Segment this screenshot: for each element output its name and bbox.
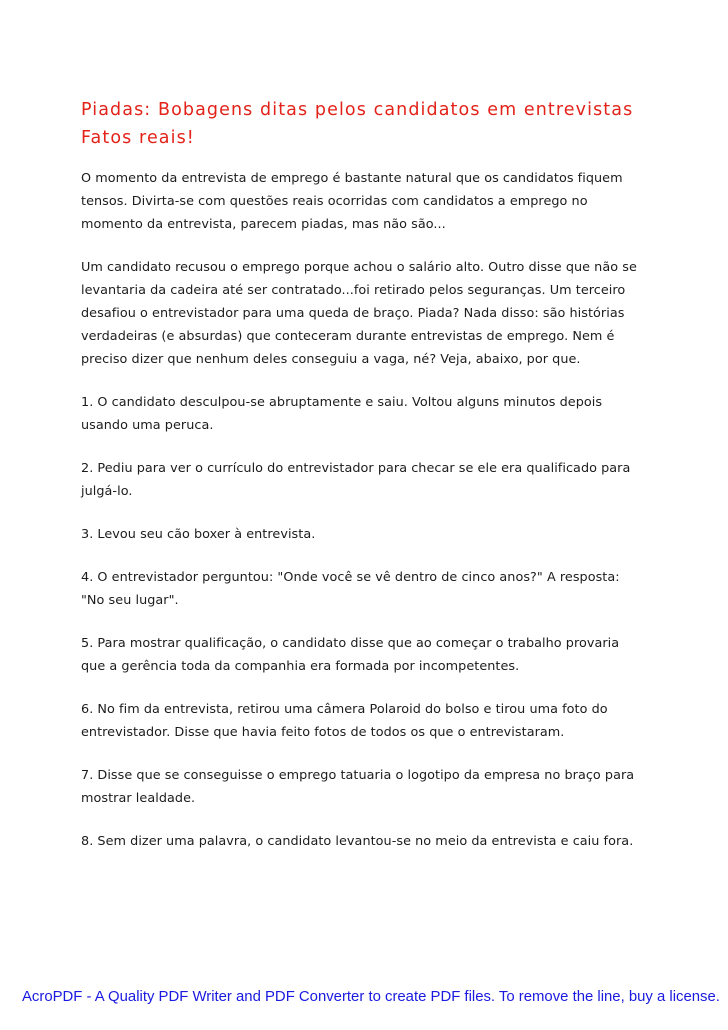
paragraph-spacer bbox=[81, 503, 641, 523]
paragraph-spacer bbox=[81, 437, 641, 457]
context-paragraph: Um candidato recusou o emprego porque achou o salário alto. Outro disse que não se levantaria da cadeira até ser contratado...foi retirado pelos seguranças. Um terceiro desafiou o entrevistador para uma queda de braço. Piada? Nada disso: são histórias verdadeiras (e absurdas) que conteceram durante entrevistas de emprego. Nem é preciso dizer que nenhum deles conseguiu a vaga, né? Veja, abaixo, por que. bbox=[81, 260, 637, 367]
list-item: 8. Sem dizer uma palavra, o candidato levantou-se no meio da entrevista e caiu fora. bbox=[81, 834, 634, 849]
list-item: 5. Para mostrar qualificação, o candidato disse que ao começar o trabalho provaria que a gerência toda da companhia era formada por incompetentes. bbox=[81, 636, 620, 674]
page-title: Piadas: Bobagens ditas pelos candidatos em entrevistas bbox=[81, 100, 634, 120]
list-item: 2. Pediu para ver o currículo do entrevistador para checar se ele era qualificado para julgá-lo. bbox=[81, 461, 631, 499]
paragraph-spacer bbox=[81, 371, 641, 391]
paragraph-spacer bbox=[81, 612, 641, 632]
paragraph-spacer bbox=[81, 236, 641, 256]
list-item: 1. O candidato desculpou-se abruptamente e saiu. Voltou alguns minutos depois usando uma peruca. bbox=[81, 395, 603, 433]
intro-paragraph: O momento da entrevista de emprego é bastante natural que os candidatos fiquem tensos. Divirta-se com questões reais ocorridas com candidatos a emprego no momento da entrevista, parecem piadas, mas não são... bbox=[81, 171, 623, 232]
list-item: 4. O entrevistador perguntou: "Onde você se vê dentro de cinco anos?" A resposta: "No seu lugar". bbox=[81, 570, 620, 608]
paragraph-spacer bbox=[81, 744, 641, 764]
list-item: 7. Disse que se conseguisse o emprego tatuaria o logotipo da empresa no braço para mostrar lealdade. bbox=[81, 768, 635, 806]
paragraph-spacer bbox=[81, 678, 641, 698]
document-body bbox=[81, 96, 641, 853]
watermark-footer: AcroPDF - A Quality PDF Writer and PDF Converter to create PDF files. To remove the line, buy a license. bbox=[22, 989, 720, 1005]
page-subtitle: Fatos reais! bbox=[81, 128, 195, 148]
paragraph-spacer bbox=[81, 546, 641, 566]
list-item: 6. No fim da entrevista, retirou uma câmera Polaroid do bolso e tirou uma foto do entrevistador. Disse que havia feito fotos de todos os que o entrevistaram. bbox=[81, 702, 608, 740]
list-item: 3. Levou seu cão boxer à entrevista. bbox=[81, 527, 316, 542]
paragraph-spacer bbox=[81, 810, 641, 830]
